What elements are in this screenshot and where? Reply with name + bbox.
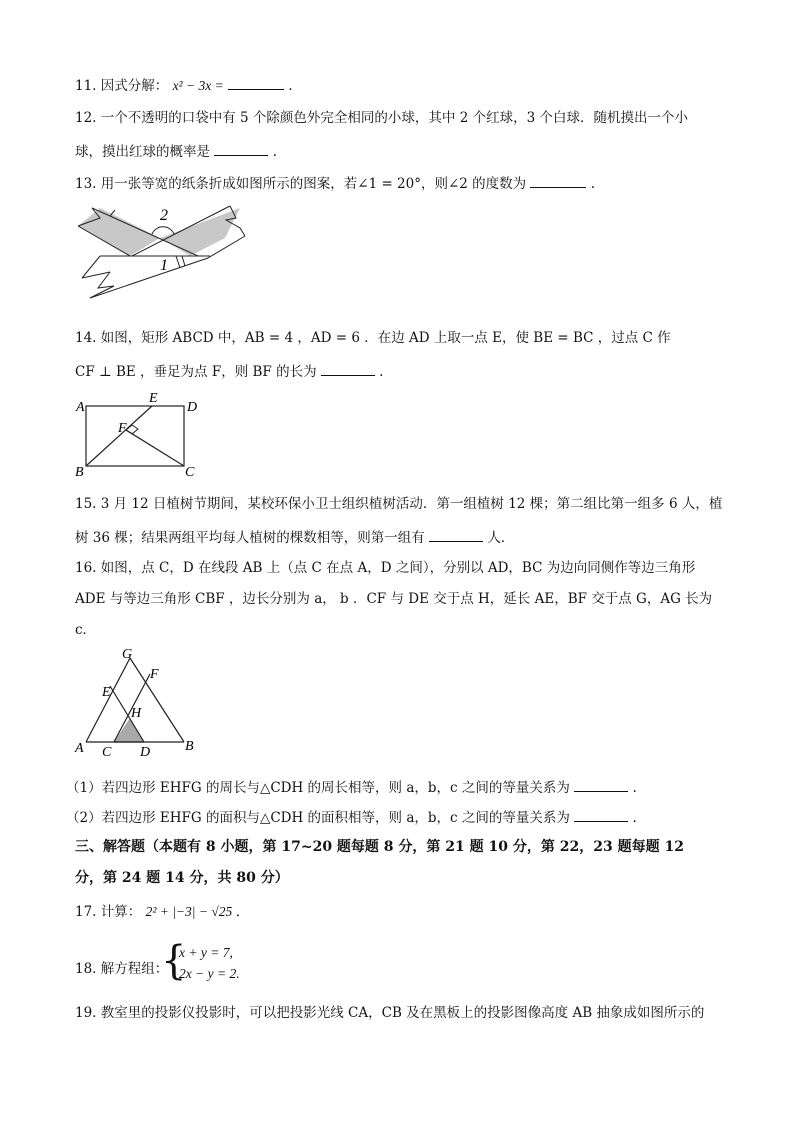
question-14-line2 — [75, 361, 383, 381]
q17-expression: 2² + |−3| − √25 ． — [145, 904, 250, 919]
q16-label-B: B — [185, 739, 194, 754]
q13-text: 13. 用一张等宽的纸条折成如图所示的图案，若∠1 = 20°，则∠2 的度数为 — [75, 176, 527, 192]
q14-line2-text: CF ⊥ BE ，垂足为点 F，则 BF 的长为 — [75, 364, 317, 380]
q13-period: . — [590, 176, 596, 192]
question-11 — [75, 75, 293, 95]
q11-text: 11. 因式分解： — [75, 78, 169, 94]
q13-angle-1-label: 1 — [160, 257, 168, 274]
q16-sub1-period: . — [632, 780, 637, 796]
q18-equation-2: 2x − y = 2. — [179, 966, 240, 981]
q12-period: . — [272, 144, 277, 160]
q16-line2: ADE 与等边三角形 CBF ，边长分别为 a， b ．CF 与 DE 交于点 H，延长 AE，BF 交于点 G，AG 长为 — [75, 591, 713, 607]
q16-triangles-figure — [72, 646, 202, 758]
question-16-sub2 — [66, 807, 637, 827]
q11-expression: x² − 3x = — [172, 78, 224, 93]
q16-label-H: H — [131, 706, 142, 721]
question-13 — [75, 173, 595, 193]
q13-angle-2-label: 2 — [160, 207, 168, 224]
q16-sub2-answer-blank[interactable] — [574, 807, 628, 822]
q16-label-D: D — [140, 745, 151, 758]
q15-unit: 人． — [487, 530, 515, 546]
q16-sub2-period: . — [632, 810, 637, 826]
q14-label-F: F — [118, 421, 127, 436]
question-12-line2 — [75, 141, 277, 161]
q14-rectangle-figure — [72, 388, 202, 480]
q13-answer-blank[interactable] — [530, 173, 586, 188]
q12-line1: 12. 一个不透明的口袋中有 5 个除颜色外完全相同的小球，其中 2 个红球，3 个白球．随机摸出一个小 — [75, 110, 688, 126]
q18-brace: { — [161, 938, 187, 984]
q15-line1: 15. 3 月 12 日植树节期间，某校环保小卫士组织植树活动．第一组植树 12 棵；第二组比第一组多 6 人，植 — [75, 496, 723, 512]
q11-period: . — [288, 78, 293, 94]
q16-line1: 16. 如图，点 C，D 在线段 AB 上（点 C 在点 A，D 之间），分别以 AD，BC 为边向同侧作等边三角形 — [75, 560, 696, 576]
q19-line1: 19. 教室里的投影仪投影时，可以把投影光线 CA，CB 及在黑板上的投影图像高度 AB 抽象成如图所示的 — [75, 1005, 705, 1021]
q14-label-C: C — [185, 465, 195, 480]
q14-line1: 14. 如图，矩形 ABCD 中，AB = 4 ，AD = 6 ．在边 AD 上取一点 E，使 BE = BC ，过点 C 作 — [75, 330, 671, 346]
q16-label-A: A — [75, 741, 84, 756]
q16-label-F: F — [150, 667, 159, 682]
q16-sub2-text: （2）若四边形 EHFG 的面积与△CDH 的面积相等，则 a，b，c 之间的等量关系为 — [66, 810, 570, 826]
q14-label-A: A — [76, 400, 85, 415]
q14-label-D: D — [187, 400, 198, 415]
q18-equation-1: x + y = 7, — [179, 945, 233, 960]
question-17 — [75, 903, 249, 921]
q18-text: 18. 解方程组： — [75, 961, 169, 977]
q14-label-B: B — [75, 465, 84, 480]
q16-line3: c． — [75, 622, 97, 638]
section3-heading-line2: 分，第 24 题 14 分，共 80 分） — [75, 870, 289, 886]
q16-label-E: E — [102, 685, 111, 700]
q15-answer-blank[interactable] — [429, 527, 483, 542]
q12-answer-blank[interactable] — [214, 141, 268, 156]
q13-folded-strip-figure — [70, 198, 250, 308]
q14-label-E: E — [149, 391, 158, 406]
q16-label-C: C — [102, 745, 112, 758]
question-16-sub1 — [66, 777, 637, 797]
q15-line2-text: 树 36 棵；结果两组平均每人植树的棵数相等，则第一组有 — [75, 530, 425, 546]
question-15-line2 — [75, 527, 514, 547]
q14-period: . — [379, 364, 384, 380]
q11-answer-blank[interactable] — [228, 75, 284, 90]
section3-heading-line1: 三、解答题（本题有 8 小题，第 17~20 题每题 8 分，第 21 题 10 分，第 22，23 题每题 12 — [75, 839, 684, 855]
q16-sub1-text: （1）若四边形 EHFG 的周长与△CDH 的周长相等，则 a，b，c 之间的等量关系为 — [66, 780, 570, 796]
q16-label-G: G — [122, 647, 133, 662]
q14-answer-blank[interactable] — [321, 361, 375, 376]
q16-sub1-answer-blank[interactable] — [574, 777, 628, 792]
q17-text: 17. 计算： — [75, 904, 142, 920]
q12-line2-text: 球，摸出红球的概率是 — [75, 144, 210, 160]
